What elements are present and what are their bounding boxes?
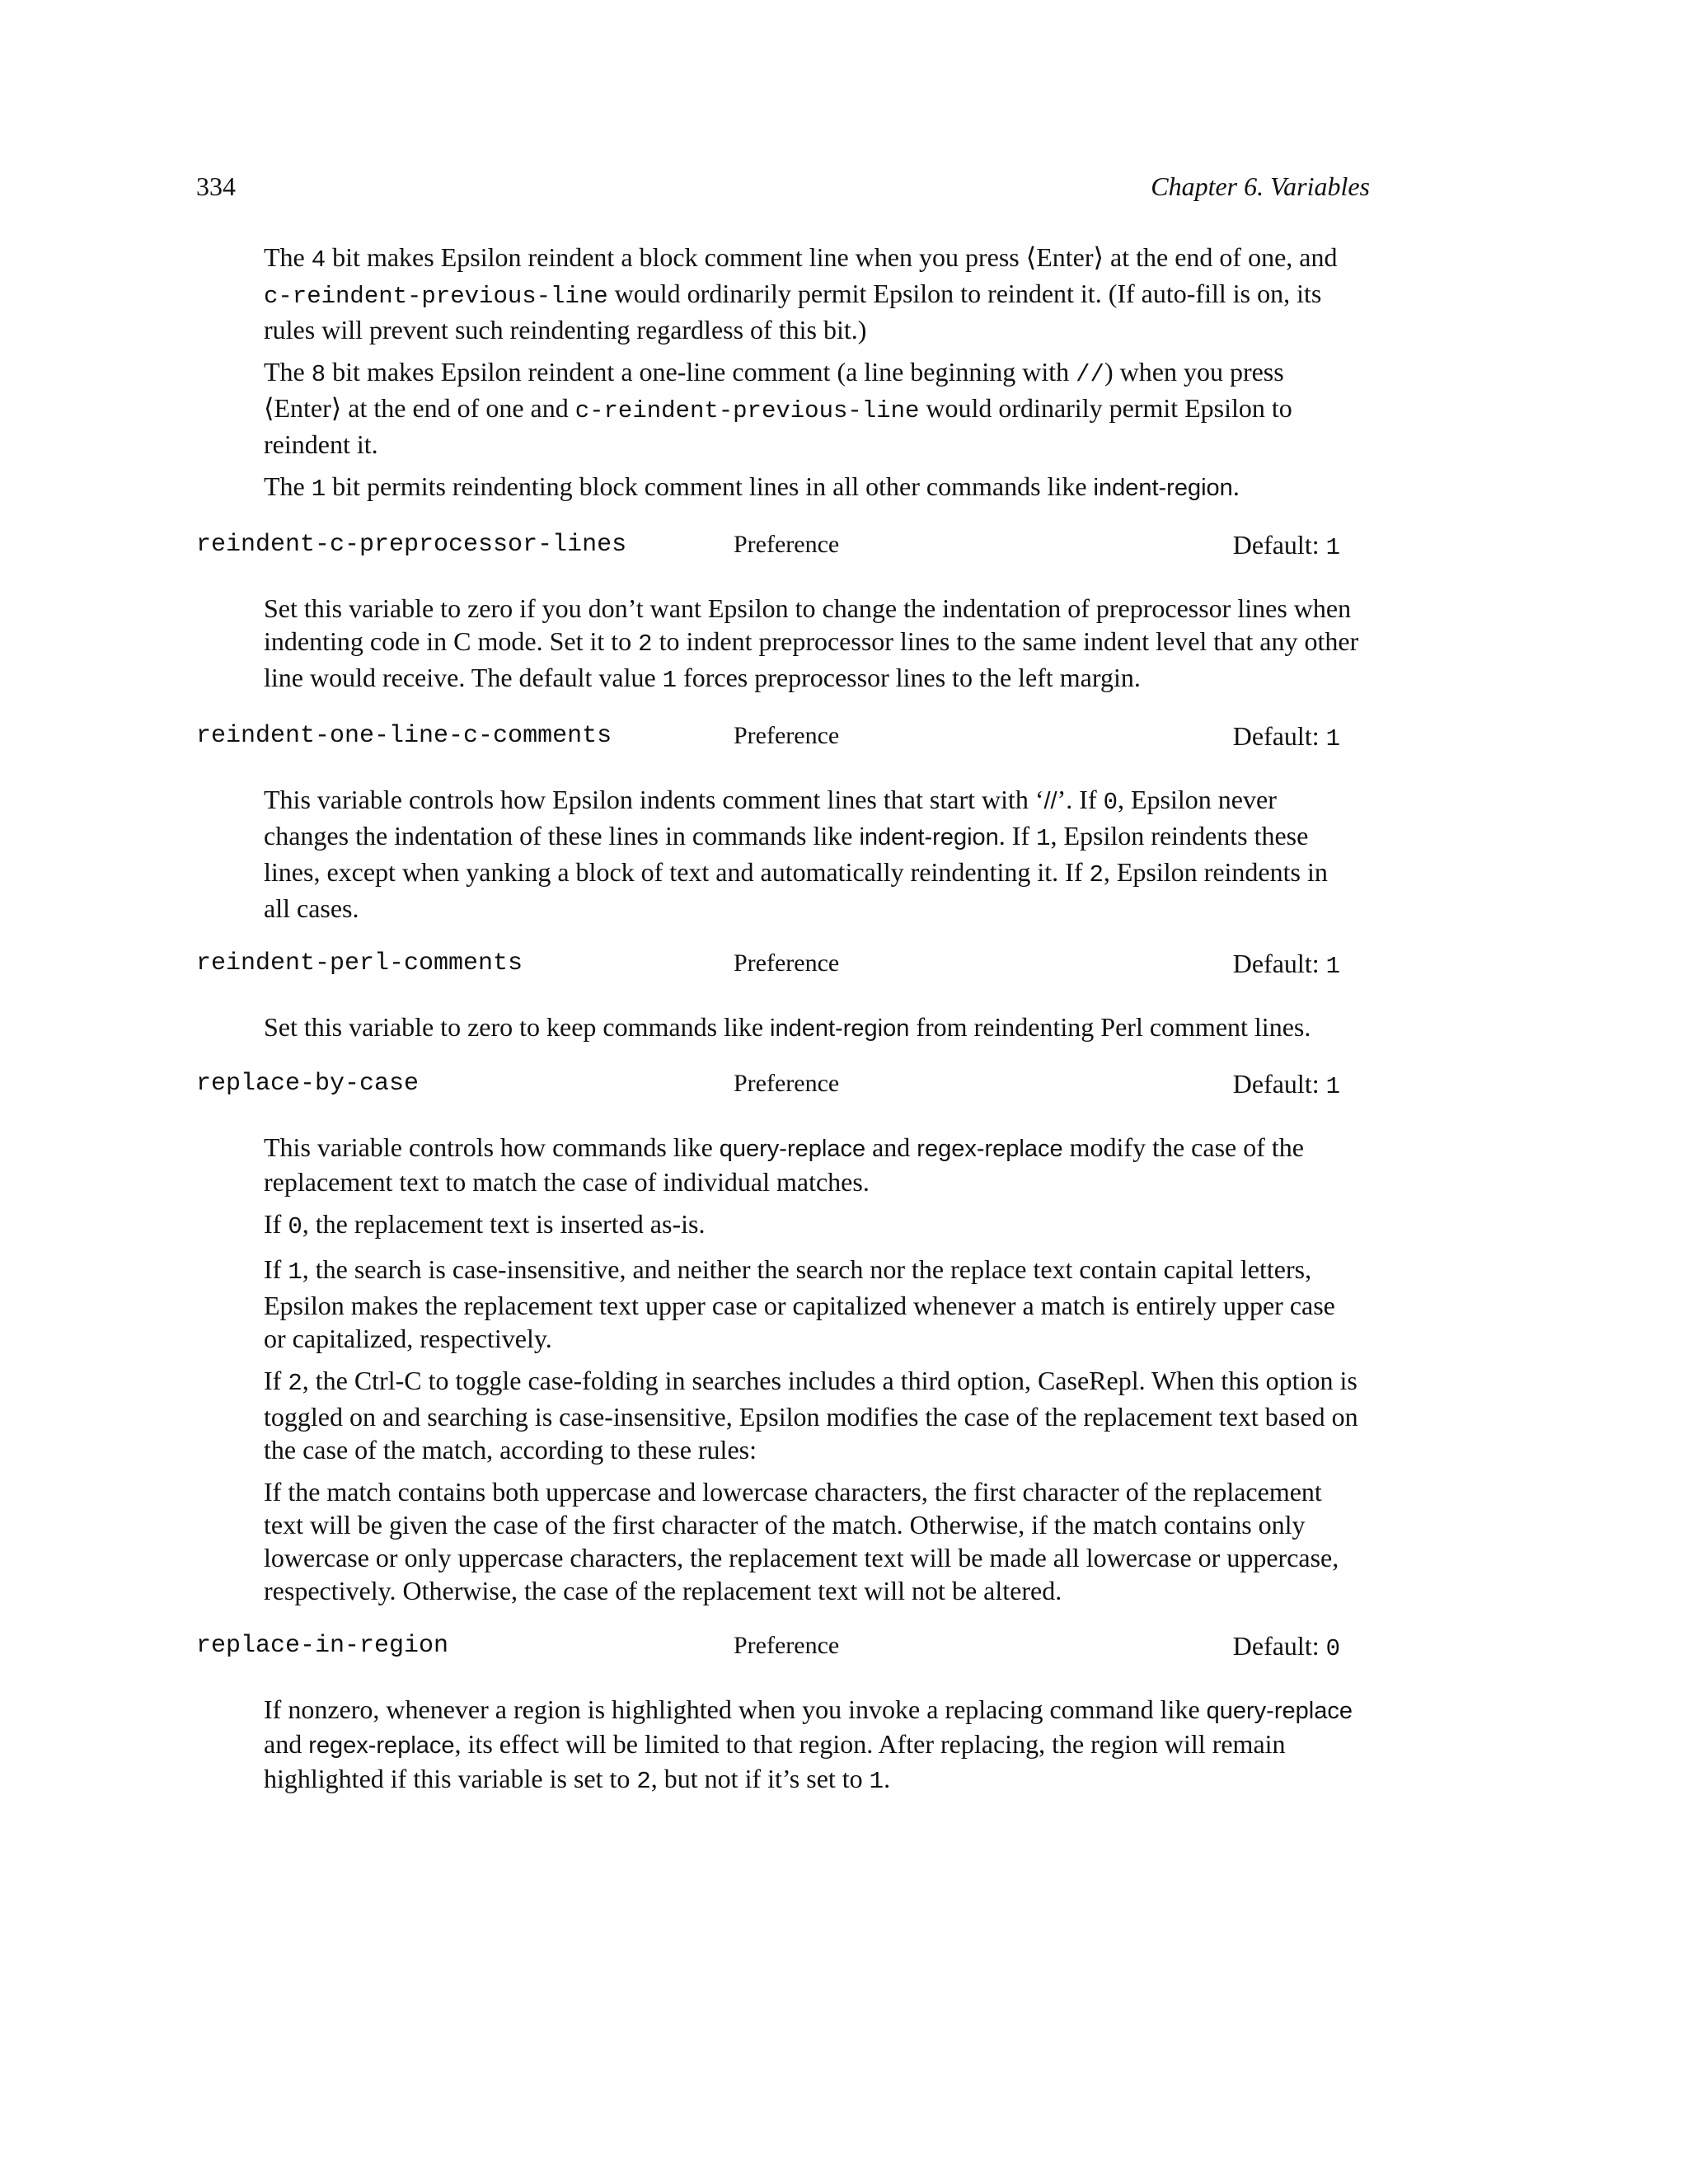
text: If <box>264 1209 288 1239</box>
text: , Epsilon reindents in all cases. <box>264 857 1328 923</box>
command-name: regex-replace <box>308 1732 455 1759</box>
key-name: ⟨Enter⟩ <box>1025 242 1104 272</box>
variable-description <box>264 1364 1360 1466</box>
variable-description <box>264 1253 1360 1355</box>
code: 2 <box>638 630 653 658</box>
text: and <box>865 1132 917 1162</box>
text: , Epsilon reindents these lines, except when yanking a block of text and automatically reindenting it. If <box>264 821 1309 887</box>
variable-name: reindent-perl-comments <box>196 949 523 977</box>
default-label: Default: <box>1232 1069 1326 1099</box>
command-name: indent-region <box>1093 475 1233 501</box>
variable-name: replace-in-region <box>196 1632 449 1660</box>
text: This variable controls how Epsilon indents comment lines that start with ‘ <box>264 785 1044 814</box>
command-name: query-replace <box>1206 1698 1353 1724</box>
text: . If <box>998 821 1037 851</box>
text: bit makes Epsilon reindent a block comment line when you press <box>326 242 1026 272</box>
text: would ordinarily permit Epsilon to reindent it. (If auto-fill is on, its rules will prevent such reindenting regardless of this bit.) <box>264 279 1322 344</box>
variable-entry-header <box>196 528 1370 561</box>
text: , Epsilon never changes the indentation of these lines in commands like <box>264 785 1277 851</box>
text: This variable controls how commands like <box>264 1132 720 1162</box>
variable-description <box>264 783 1360 925</box>
default-value: 1 <box>1325 725 1340 752</box>
command-name: indent-region <box>770 1015 910 1042</box>
text: The <box>264 357 312 387</box>
variable-type: Preference <box>734 531 840 558</box>
variable-default <box>1233 1629 1340 1666</box>
variable-description <box>264 1010 1360 1045</box>
variable-description <box>264 1131 1360 1198</box>
intro-paragraph-2 <box>264 355 1360 461</box>
text: The <box>264 471 312 501</box>
default-value: 1 <box>1325 534 1340 561</box>
default-value: 0 <box>1325 1635 1340 1662</box>
text: at the end of one and <box>341 393 575 423</box>
variable-default <box>1233 719 1340 756</box>
variable-description <box>264 592 1360 697</box>
text: and <box>264 1729 309 1759</box>
code: c-reindent-previous-line <box>574 397 920 424</box>
text: If nonzero, whenever a region is highlighted when you invoke a replacing command like <box>264 1694 1207 1724</box>
variable-default <box>1233 947 1340 983</box>
chapter-title: Chapter 6. Variables <box>1151 171 1370 201</box>
intro-paragraph-3 <box>264 470 1360 506</box>
default-label: Default: <box>1232 530 1326 560</box>
variable-name: reindent-one-line-c-comments <box>196 722 612 750</box>
text: modify the case of the replacement text to match the case of individual matches. <box>264 1132 1304 1197</box>
default-value: 1 <box>1325 953 1340 980</box>
variable-entry-header <box>196 719 1370 752</box>
variable-type: Preference <box>734 1632 840 1659</box>
code: // <box>1076 361 1104 388</box>
code: 1 <box>1036 825 1051 852</box>
code: 1 <box>288 1258 302 1286</box>
command-name: indent-region <box>859 824 999 851</box>
code: 1 <box>662 667 678 694</box>
variable-name: reindent-c-preprocessor-lines <box>196 531 627 559</box>
variable-default <box>1233 1067 1340 1104</box>
text: If <box>264 1366 288 1395</box>
text: bit makes Epsilon reindent a one-line comment (a line beginning with <box>326 357 1076 387</box>
key-name: ⟨Enter⟩ <box>264 393 342 423</box>
text: . <box>884 1764 891 1793</box>
code: 1 <box>869 1768 884 1795</box>
variable-default <box>1233 528 1340 565</box>
command-name: regex-replace <box>917 1136 1063 1162</box>
default-value: 1 <box>1325 1073 1340 1100</box>
text: bit permits reindenting block comment lines in all other commands like <box>326 471 1094 501</box>
code: 2 <box>636 1768 651 1795</box>
text: . <box>1232 471 1240 501</box>
inline-token: // <box>1043 788 1057 814</box>
code: 2 <box>288 1370 302 1397</box>
text: If the match contains both uppercase and lowercase characters, the first character of the replacement text will be given the case of the first character of the match. Otherwise, if the match contains only lowercase or only uppercase characters, the replacement text will be made all lowercase or uppercase, respectively. Otherwise, the case of the replacement text will not be altered. <box>264 1477 1339 1605</box>
text: If <box>264 1254 288 1284</box>
text: at the end of one, and <box>1104 242 1338 272</box>
code: 0 <box>1103 789 1118 816</box>
variable-description <box>264 1207 1360 1244</box>
code: 4 <box>311 246 326 274</box>
text: to indent preprocessor lines to the same indent level that any other line would receive. The default value <box>264 626 1359 692</box>
text: would ordinarily permit Epsilon to reindent it. <box>264 393 1292 459</box>
text: ) when you press <box>1104 357 1284 387</box>
code: c-reindent-previous-line <box>264 283 608 310</box>
text: ’. If <box>1057 785 1104 814</box>
code: 1 <box>311 476 326 503</box>
default-label: Default: <box>1232 1631 1326 1661</box>
code: 2 <box>1089 861 1104 888</box>
page-content <box>196 241 1370 1807</box>
variable-name: replace-by-case <box>196 1070 420 1098</box>
text: , but not if it’s set to <box>650 1764 870 1793</box>
code: 8 <box>311 361 326 388</box>
variable-entry-header <box>196 1629 1370 1662</box>
variable-entry-header <box>196 947 1370 980</box>
command-name: query-replace <box>719 1136 866 1162</box>
default-label: Default: <box>1232 721 1326 751</box>
variable-description <box>264 1475 1360 1607</box>
default-label: Default: <box>1232 949 1326 978</box>
variable-entry-header <box>196 1067 1370 1100</box>
code: 0 <box>288 1213 302 1240</box>
text: , the Ctrl-C to toggle case-folding in searches includes a third option, CaseRepl. When this option is toggled on and searching is case-insensitive, Epsilon modifies the case of the replacement text based on the case of the match, according to these rules: <box>264 1366 1358 1465</box>
text: from reindenting Perl comment lines. <box>909 1012 1311 1042</box>
text: , its effect will be limited to that region. After replacing, the region will remain highlighted if this variable is set to <box>264 1729 1286 1793</box>
variable-type: Preference <box>734 1070 840 1097</box>
variable-type: Preference <box>734 722 840 749</box>
page-number: 334 <box>196 171 236 201</box>
text: The <box>264 242 312 272</box>
intro-paragraph-1 <box>264 241 1360 346</box>
variable-description <box>264 1693 1360 1798</box>
text: forces preprocessor lines to the left margin. <box>677 663 1141 692</box>
text: , the search is case-insensitive, and neither the search nor the replace text contain capital letters, Epsilon makes the replacement text upper case or capitalized whenever a match is entirely upper case or capitalized, respectively. <box>264 1254 1335 1353</box>
variable-type: Preference <box>734 949 840 977</box>
text: Set this variable to zero to keep commands like <box>264 1012 771 1042</box>
text: Set this variable to zero if you don’t want Epsilon to change the indentation of preprocessor lines when indenting code in C mode. Set it to <box>264 593 1352 656</box>
text: , the replacement text is inserted as-is. <box>302 1209 706 1239</box>
